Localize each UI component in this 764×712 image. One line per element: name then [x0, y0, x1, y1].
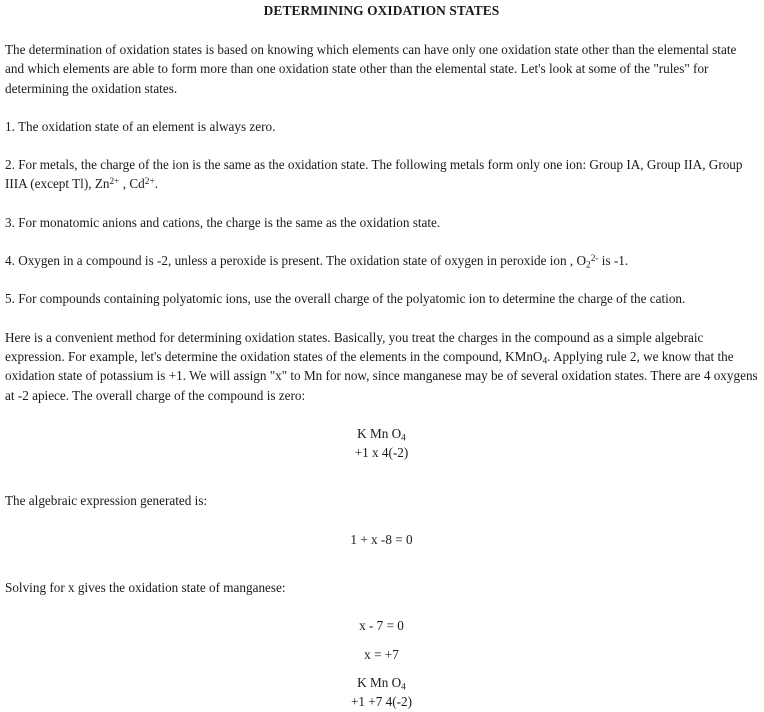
rule-2-text-before: For metals, the charge of the ion is the same as the oxidation state. The following metals form only one ion: Group IA, Group IIA, Group IIIA (except Tl), Zn [5, 157, 743, 192]
spacer [5, 19, 758, 40]
spacer [5, 405, 758, 424]
spacer [5, 98, 758, 117]
rule-3 [5, 213, 758, 232]
spacer [5, 136, 758, 155]
equation-formula-line [5, 424, 758, 443]
spacer [5, 511, 758, 530]
solving-intro-paragraph: Solving for x gives the oxidation state of manganese: [5, 580, 286, 596]
spacer [5, 664, 758, 673]
rule-3-number: 3. [5, 214, 15, 230]
spacer [5, 462, 758, 481]
rule-2 [5, 155, 758, 194]
rule-5 [5, 289, 758, 308]
equation-algebraic-expression [5, 530, 758, 549]
document-page [0, 3, 764, 712]
formula-text: K Mn O [357, 674, 402, 690]
equation-block-final-oxidation-states [5, 673, 758, 712]
page-title: DETERMINING OXIDATION STATES [263, 3, 500, 18]
rule-2-text-after: . [154, 176, 159, 192]
equation-solve-step-2 [5, 645, 758, 664]
rule-4-text-after: is -1. [598, 253, 629, 269]
rule-2-number: 2. [5, 157, 15, 173]
spacer [5, 270, 758, 289]
permanganate-subscript: 4 [542, 356, 548, 367]
zinc-charge-superscript: 2+ [109, 177, 120, 188]
rule-5-number: 5. [5, 291, 15, 307]
rule-4-text-before: Oxygen in a compound is -2, unless a peroxide is present. The oxidation state of oxygen in peroxide ion , O [18, 253, 586, 269]
oxygen-subscript: 4 [401, 682, 406, 693]
rule-1-number: 1. [5, 118, 15, 134]
equation-line: x = +7 [364, 646, 399, 662]
rule-4-number: 4. [5, 253, 15, 269]
method-paragraph [5, 328, 758, 405]
spacer [5, 232, 758, 251]
equation-block-compound-charges [5, 424, 758, 463]
rule-2-text-mid: , Cd [119, 176, 145, 192]
oxygen-subscript: 4 [401, 433, 406, 444]
spacer [5, 481, 758, 491]
algebraic-intro-paragraph: The algebraic expression generated is: [5, 493, 208, 509]
spacer [5, 309, 758, 328]
method-text-part-1: Here is a convenient method for determining oxidation states. Basically, you treat the charges in the compound as a simple algebraic expression. For example, let's determine the oxidation states of the elements in the compound, KMnO [5, 329, 704, 364]
rule-5-text: For compounds containing polyatomic ions, use the overall charge of the polyatomic ion to determine the charge of the cation. [18, 291, 686, 307]
equation-formula-line [5, 673, 758, 692]
equation-line: x - 7 = 0 [359, 618, 404, 634]
spacer [5, 597, 758, 616]
spacer [5, 549, 758, 568]
spacer [5, 636, 758, 645]
intro-paragraph: The determination of oxidation states is based on knowing which elements can have only one oxidation state other than the elemental state and which elements are able to form more than one oxidation state other than the elemental state. Let's look at some of the "rules" for determining the oxidation states. [5, 42, 737, 96]
rule-3-text: For monatomic anions and cations, the charge is the same as the oxidation state. [18, 214, 441, 230]
spacer [5, 568, 758, 578]
equation-solve-step-1 [5, 616, 758, 635]
rule-1 [5, 117, 758, 136]
equation-line: 1 + x -8 = 0 [350, 531, 413, 547]
formula-text: K Mn O [357, 425, 402, 441]
equation-charges-line: +1 +7 4(-2) [350, 694, 413, 710]
method-text-part-2: . Applying rule 2, we know that the oxidation state of potassium is +1. We will assign "x" to Mn for now, since manganese may be of several oxidation states. There are 4 oxygens at -2 apiece. The overall charge of the compound is zero: [5, 348, 758, 403]
peroxide-subscript: 2 [586, 260, 591, 271]
equation-charges-line: +1 x 4(-2) [354, 445, 409, 461]
spacer [5, 194, 758, 213]
rule-1-text: The oxidation state of an element is always zero. [17, 118, 276, 134]
cadmium-charge-superscript: 2+ [144, 177, 155, 188]
rule-4 [5, 251, 758, 270]
peroxide-charge-superscript: 2- [590, 253, 599, 264]
